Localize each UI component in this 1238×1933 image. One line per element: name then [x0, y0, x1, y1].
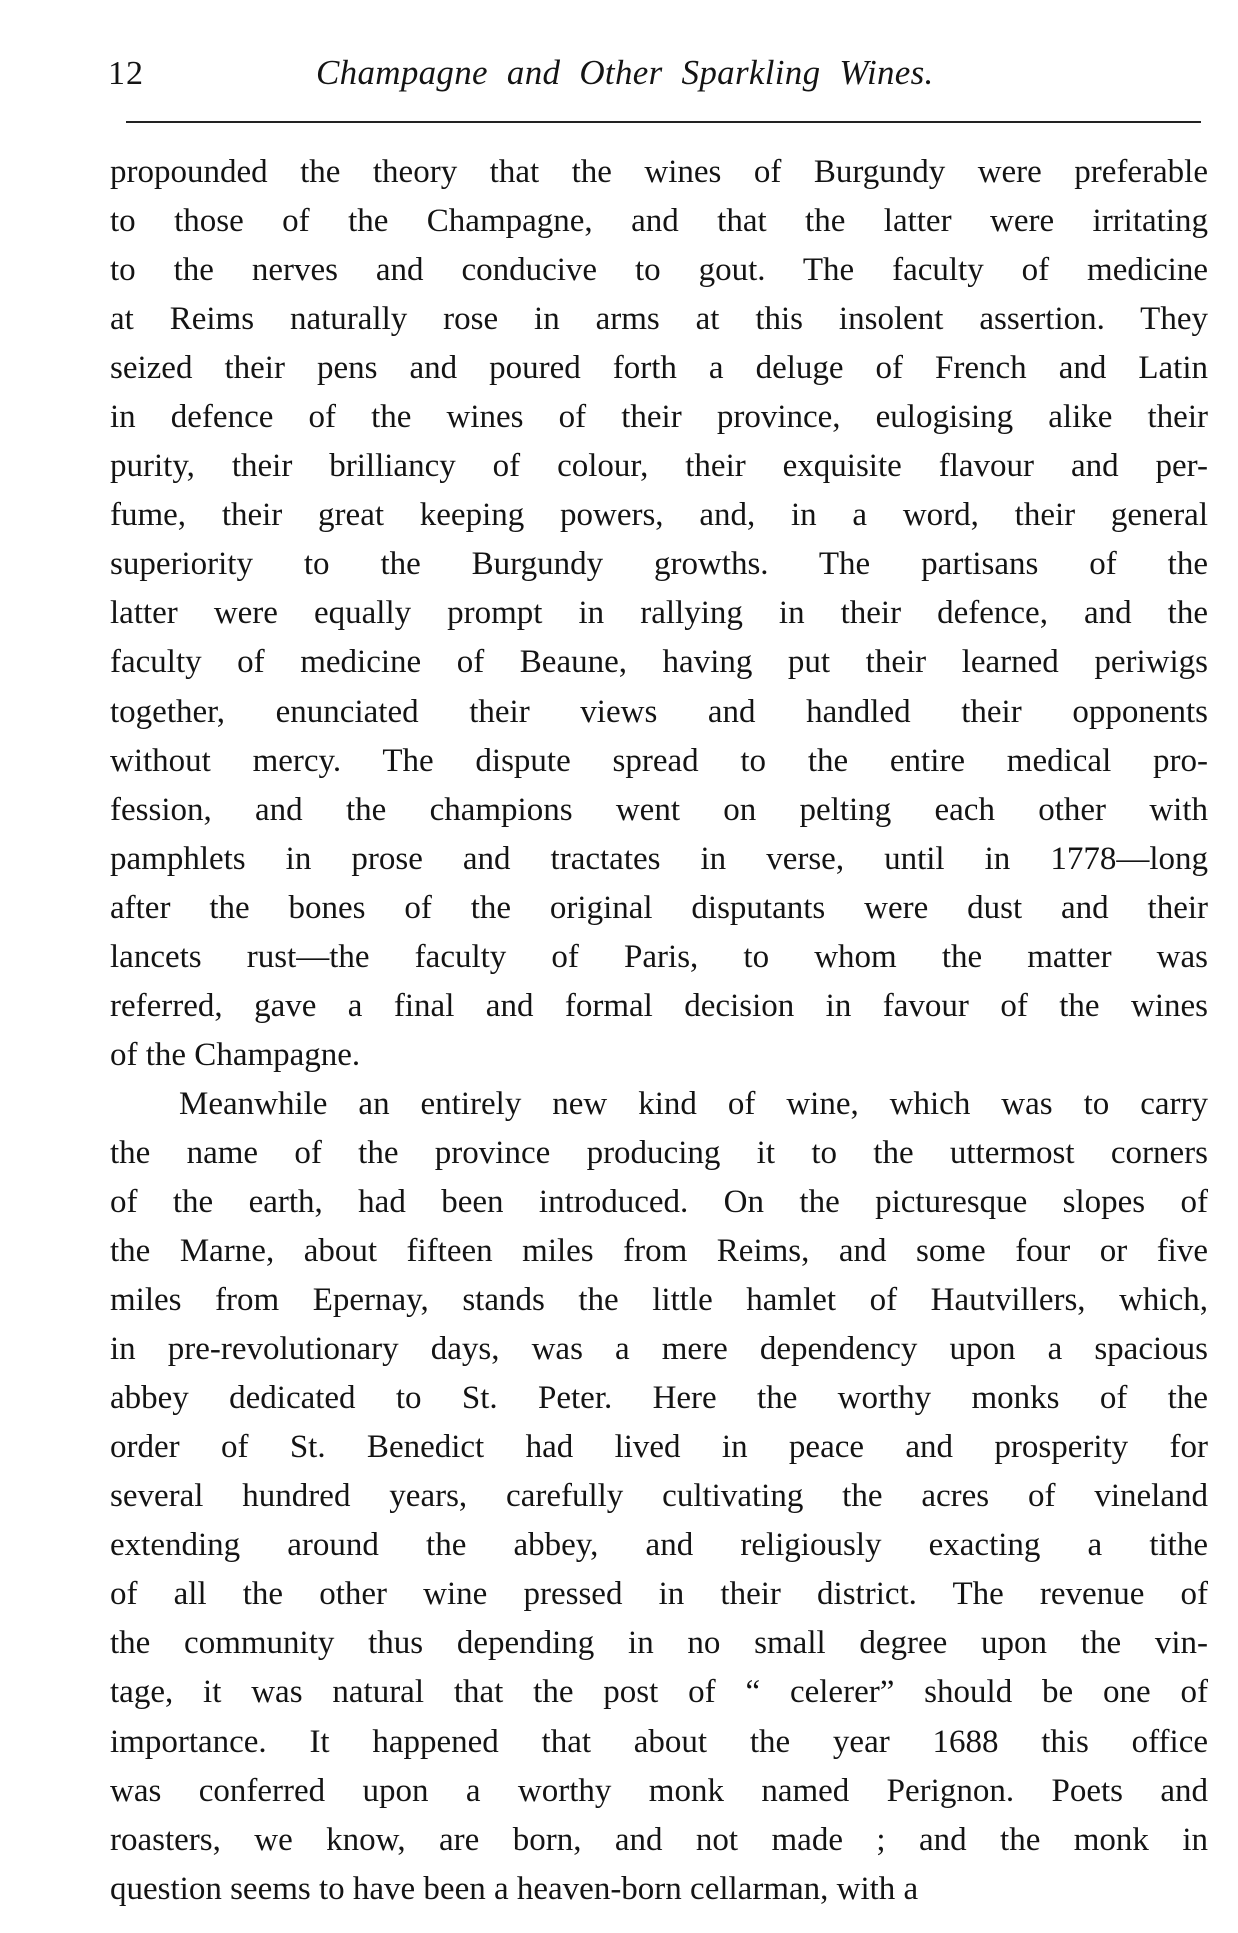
text-line: the Marne, about fifteen miles from Reims, and some four or five — [110, 1233, 1208, 1270]
text-line: without mercy. The dispute spread to the entire medical pro- — [110, 742, 1208, 779]
text-line: extending around the abbey, and religiously exacting a tithe — [110, 1527, 1208, 1564]
text-line: in pre-revolutionary days, was a mere dependency upon a spacious — [110, 1331, 1208, 1368]
text-line: to those of the Champagne, and that the latter were irritating — [110, 203, 1208, 240]
text-line: several hundred years, carefully cultivating the acres of vineland — [110, 1478, 1208, 1515]
text-line: pamphlets in prose and tractates in verse, until in 1778—long — [110, 840, 1208, 877]
text-line: the name of the province producing it to the uttermost corners — [110, 1134, 1208, 1171]
text-line: superiority to the Burgundy growths. The partisans of the — [110, 546, 1208, 583]
text-line: of the Champagne. — [110, 1036, 361, 1073]
text-line: fume, their great keeping powers, and, in a word, their general — [110, 497, 1208, 534]
text-line: of all the other wine pressed in their district. The revenue of — [110, 1576, 1208, 1613]
text-line: of the earth, had been introduced. On the picturesque slopes of — [110, 1183, 1208, 1220]
text-line: order of St. Benedict had lived in peace and prosperity for — [110, 1429, 1208, 1466]
text-line: fession, and the champions went on pelting each other with — [110, 791, 1208, 828]
text-line: latter were equally prompt in rallying in their defence, and the — [110, 595, 1208, 632]
page-number: 12 — [108, 55, 144, 92]
text-line: Meanwhile an entirely new kind of wine, which was to carry — [179, 1085, 1208, 1122]
text-line: importance. It happened that about the year 1688 this office — [110, 1723, 1208, 1760]
text-line: purity, their brilliancy of colour, their exquisite flavour and per- — [110, 448, 1208, 485]
text-line: seized their pens and poured forth a deluge of French and Latin — [110, 350, 1208, 387]
running-title: Champagne and Other Sparkling Wines. — [316, 53, 934, 92]
text-line: question seems to have been a heaven-born cellarman, with a — [110, 1870, 919, 1907]
header-rule — [126, 121, 1201, 123]
text-line: propounded the theory that the wines of Burgundy were preferable — [110, 154, 1208, 190]
text-line: lancets rust—the faculty of Paris, to whom the matter was — [110, 938, 1208, 975]
text-line: in defence of the wines of their province, eulogising alike their — [110, 399, 1208, 436]
text-line: roasters, we know, are born, and not made ; and the monk in — [110, 1821, 1208, 1858]
text-line: at Reims naturally rose in arms at this insolent assertion. They — [110, 301, 1208, 338]
text-line: after the bones of the original disputants were dust and their — [110, 889, 1208, 926]
text-line: tage, it was natural that the post of “ celerer” should be one of — [110, 1674, 1208, 1711]
text-line: was conferred upon a worthy monk named Perignon. Poets and — [110, 1772, 1208, 1809]
body-text — [110, 148, 1208, 1914]
paragraph — [110, 1080, 1208, 1914]
text-line: faculty of medicine of Beaune, having put their learned periwigs — [110, 644, 1208, 681]
text-line: referred, gave a final and formal decision in favour of the wines — [110, 987, 1208, 1024]
text-line: miles from Epernay, stands the little hamlet of Hautvillers, which, — [110, 1282, 1208, 1319]
text-line: abbey dedicated to St. Peter. Here the worthy monks of the — [110, 1380, 1208, 1417]
paragraph — [110, 148, 1208, 1080]
page-header — [0, 0, 1238, 110]
text-line: the community thus depending in no small degree upon the vin- — [110, 1625, 1208, 1662]
text-line: to the nerves and conducive to gout. The faculty of medicine — [110, 252, 1208, 289]
text-line: together, enunciated their views and handled their opponents — [110, 693, 1208, 730]
